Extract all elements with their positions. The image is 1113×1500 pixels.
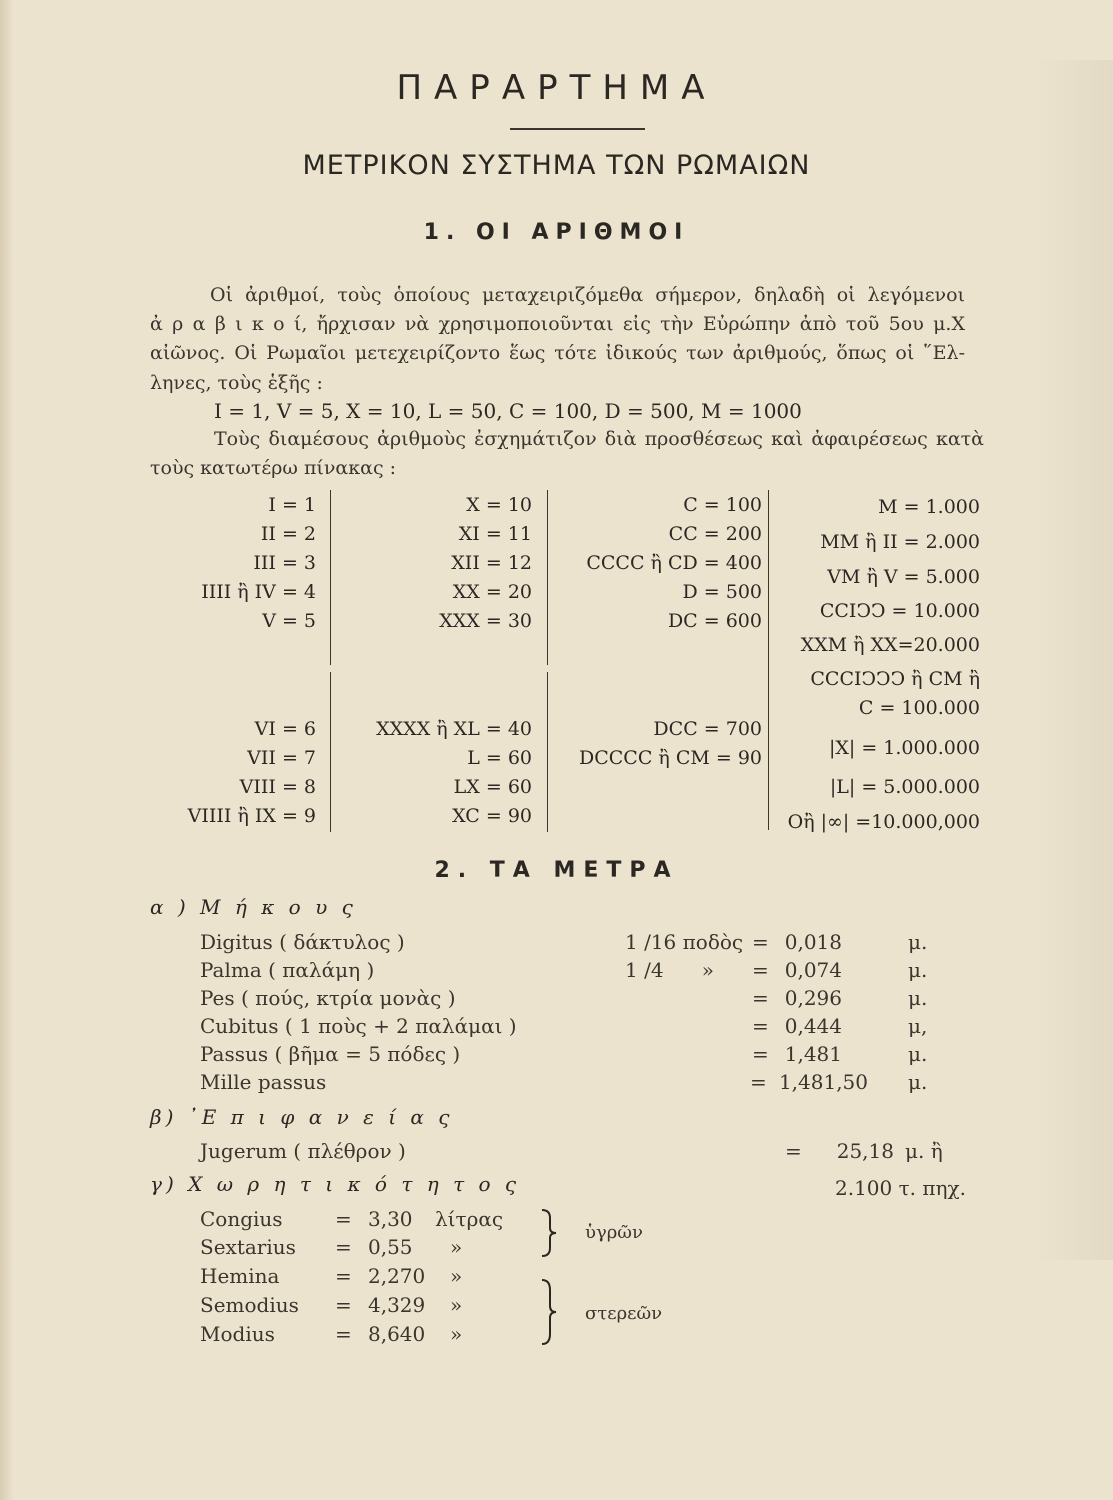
numeral-cell: X = 10 xyxy=(466,494,532,516)
numeral-cell: XII = 12 xyxy=(451,552,532,574)
numeral-cell: VII = 7 xyxy=(247,747,316,769)
measure-value: 1,481,50 xyxy=(778,1070,868,1094)
measure-eq: = xyxy=(752,958,769,982)
measure-ratio: 1 /4 » xyxy=(625,958,714,982)
area-label: β) ᾿Ε π ι φ α ν ε ί α ς xyxy=(150,1105,454,1129)
measure-unit: μ. xyxy=(908,958,928,982)
numeral-cell: DCCCC ἢ CM = 90 xyxy=(578,747,762,769)
measure-eq: = xyxy=(752,930,769,954)
measure-eq: = xyxy=(335,1322,352,1346)
measure-eq: = xyxy=(785,1139,802,1163)
measure-unit: λίτρας xyxy=(435,1207,504,1231)
numeral-cell: VIIII ἢ IX = 9 xyxy=(187,805,316,827)
numeral-cell: M = 1.000 xyxy=(878,496,980,518)
measure-value: 8,640 xyxy=(368,1322,426,1346)
solids-label: στερεῶν xyxy=(585,1303,663,1324)
numeral-cell: CCCC ἢ CD = 400 xyxy=(586,552,762,574)
measure-value: 0,074 xyxy=(784,958,842,982)
numeral-cell: V = 5 xyxy=(262,610,316,632)
numeral-cell: LX = 60 xyxy=(453,776,532,798)
measure-value: 0,444 xyxy=(784,1014,842,1038)
numeral-cell: C = 100 xyxy=(683,494,762,516)
table-divider-1a xyxy=(330,490,331,665)
numeral-cell: C = 100.000 xyxy=(858,697,980,719)
measure-name: Congius xyxy=(200,1207,283,1231)
measure-unit: μ. xyxy=(908,1042,928,1066)
numeral-cell: D = 500 xyxy=(682,581,762,603)
measure-eq: = xyxy=(335,1235,352,1259)
table-divider-2a xyxy=(547,490,548,665)
measure-value: 0,55 xyxy=(368,1235,413,1259)
measure-eq: = xyxy=(752,986,769,1010)
volume-label: γ) Χ ω ρ η τ ι κ ό τ η τ ο ς xyxy=(150,1172,521,1196)
measure-value: 1,481 xyxy=(784,1042,842,1066)
numeral-cell: |L| = 5.000.000 xyxy=(829,776,980,798)
measure-unit: μ. ἢ xyxy=(905,1139,943,1163)
measure-unit: » xyxy=(450,1235,463,1259)
numeral-cell: XI = 11 xyxy=(458,523,532,545)
numeral-cell: L = 60 xyxy=(467,747,532,769)
intro-line-2: ἀ ρ α β ι κ ο ί, ἤρχισαν νὰ χρησιμοποιοῦνται εἰς τὴν Εὐρώπην ἀπὸ τοῦ 5ου μ.Χ xyxy=(150,313,965,335)
length-label: α ) Μ ή κ ο υ ς xyxy=(150,895,357,919)
numeral-cell: MM ἢ II = 2.000 xyxy=(820,531,980,553)
measure-unit: μ, xyxy=(908,1014,928,1038)
numeral-cell: DCC = 700 xyxy=(653,718,762,740)
intro-line-3: αἰῶνος. Οἱ Ρωμαῖοι μετεχειρίζοντο ἕως τότε ἰδικούς των ἀριθμούς, ὅπως οἱ ῞Ελ- xyxy=(150,342,965,364)
measure-eq: = xyxy=(335,1264,352,1288)
numeral-cell: CCCIↃↃↃ ἢ CM ἢ xyxy=(810,668,980,690)
measure-unit: » xyxy=(450,1293,463,1317)
measure-eq: = xyxy=(335,1207,352,1231)
measure-name: Digitus ( δάκτυλος ) xyxy=(200,930,405,954)
measure-unit: μ. xyxy=(908,930,928,954)
numeral-cell: II = 2 xyxy=(260,523,316,545)
numeral-cell: VIII = 8 xyxy=(239,776,316,798)
numeral-cell: XX = 20 xyxy=(452,581,532,603)
measure-eq: = xyxy=(335,1293,352,1317)
liquids-brace xyxy=(538,1208,560,1258)
measure-name: Semodius xyxy=(200,1293,299,1317)
numeral-cell: DC = 600 xyxy=(667,610,762,632)
numeral-cell: IIII ἢ IV = 4 xyxy=(201,581,316,603)
numeral-cell: CC = 200 xyxy=(668,523,762,545)
basic-values-line: I = 1, V = 5, X = 10, L = 50, C = 100, D = 500, M = 1000 xyxy=(214,399,802,423)
intro-line-4: ληνες, τοὺς ἑξῆς : xyxy=(150,372,323,394)
numeral-cell: XXXX ἢ XL = 40 xyxy=(376,718,532,740)
table-divider-2b xyxy=(547,672,548,832)
numeral-cell: VM ἢ V = 5.000 xyxy=(827,566,980,588)
area-alt-value: 2.100 τ. πηχ. xyxy=(835,1176,966,1200)
measure-name: Palma ( παλάμη ) xyxy=(200,958,375,982)
measure-name: Sextarius xyxy=(200,1235,296,1259)
measure-eq: = xyxy=(750,1070,767,1094)
measure-name: Hemina xyxy=(200,1264,280,1288)
measure-name: Jugerum ( πλέθρον ) xyxy=(200,1139,406,1163)
numeral-cell: XC = 90 xyxy=(452,805,532,827)
numeral-cell: Oἢ |∞| =10.000,000 xyxy=(787,811,980,833)
measure-name: Modius xyxy=(200,1322,275,1346)
numeral-cell: |X| = 1.000.000 xyxy=(828,737,980,759)
measure-unit: » xyxy=(450,1264,463,1288)
measure-unit: » xyxy=(450,1322,463,1346)
measure-ratio: 1 /16 ποδὸς xyxy=(625,930,744,954)
measure-value: 2,270 xyxy=(368,1264,426,1288)
measure-eq: = xyxy=(752,1014,769,1038)
liquids-label: ὑγρῶν xyxy=(585,1222,643,1243)
measure-unit: μ. xyxy=(908,986,928,1010)
table-intro-line-2: τοὺς κατωτέρω πίνακας : xyxy=(150,457,397,479)
section-1-heading: 1. ΟΙ ΑΡΙΘΜΟΙ xyxy=(423,220,690,245)
numeral-cell: I = 1 xyxy=(268,494,316,516)
numeral-cell: III = 3 xyxy=(253,552,316,574)
numeral-cell: CCIↃↃ = 10.000 xyxy=(819,600,980,622)
table-divider-3 xyxy=(768,490,769,830)
page-subtitle: ΜΕΤΡΙΚΟΝ ΣΥΣΤΗΜΑ ΤΩΝ ΡΩΜΑΙΩΝ xyxy=(302,150,811,181)
measure-unit: μ. xyxy=(908,1070,928,1094)
intro-line-1: Οἱ ἀριθμοί, τοὺς ὁποίους μεταχειριζόμεθα σήμερον, δηλαδὴ οἱ λεγόμενοι xyxy=(210,284,965,306)
numeral-cell: XXM ἢ XX=20.000 xyxy=(800,634,980,656)
measure-name: Pes ( πούς, κτρία μονὰς ) xyxy=(200,986,456,1010)
measure-value: 0,018 xyxy=(784,930,842,954)
section-2-heading: 2. ΤΑ ΜΕΤΡΑ xyxy=(434,858,679,883)
measure-value: 0,296 xyxy=(784,986,842,1010)
measure-value: 25,18 xyxy=(836,1139,894,1163)
measure-value: 3,30 xyxy=(368,1207,413,1231)
page-title: ΠΑΡΑΡΤΗΜΑ xyxy=(396,68,717,108)
solids-brace xyxy=(538,1278,560,1346)
table-intro-line-1: Τοὺς διαμέσους ἀριθμοὺς ἐσχημάτιζον διὰ προσθέσεως καὶ ἀφαιρέσεως κατὰ xyxy=(214,428,984,450)
numeral-cell: XXX = 30 xyxy=(439,610,532,632)
table-divider-1b xyxy=(330,672,331,832)
title-rule xyxy=(510,128,645,130)
measure-eq: = xyxy=(752,1042,769,1066)
measure-name: Passus ( βῆμα = 5 πόδες ) xyxy=(200,1042,461,1066)
measure-name: Cubitus ( 1 ποὺς + 2 παλάμαι ) xyxy=(200,1014,517,1038)
measure-name: Mille passus xyxy=(200,1070,327,1094)
numeral-cell: VI = 6 xyxy=(254,718,316,740)
measure-value: 4,329 xyxy=(368,1293,426,1317)
